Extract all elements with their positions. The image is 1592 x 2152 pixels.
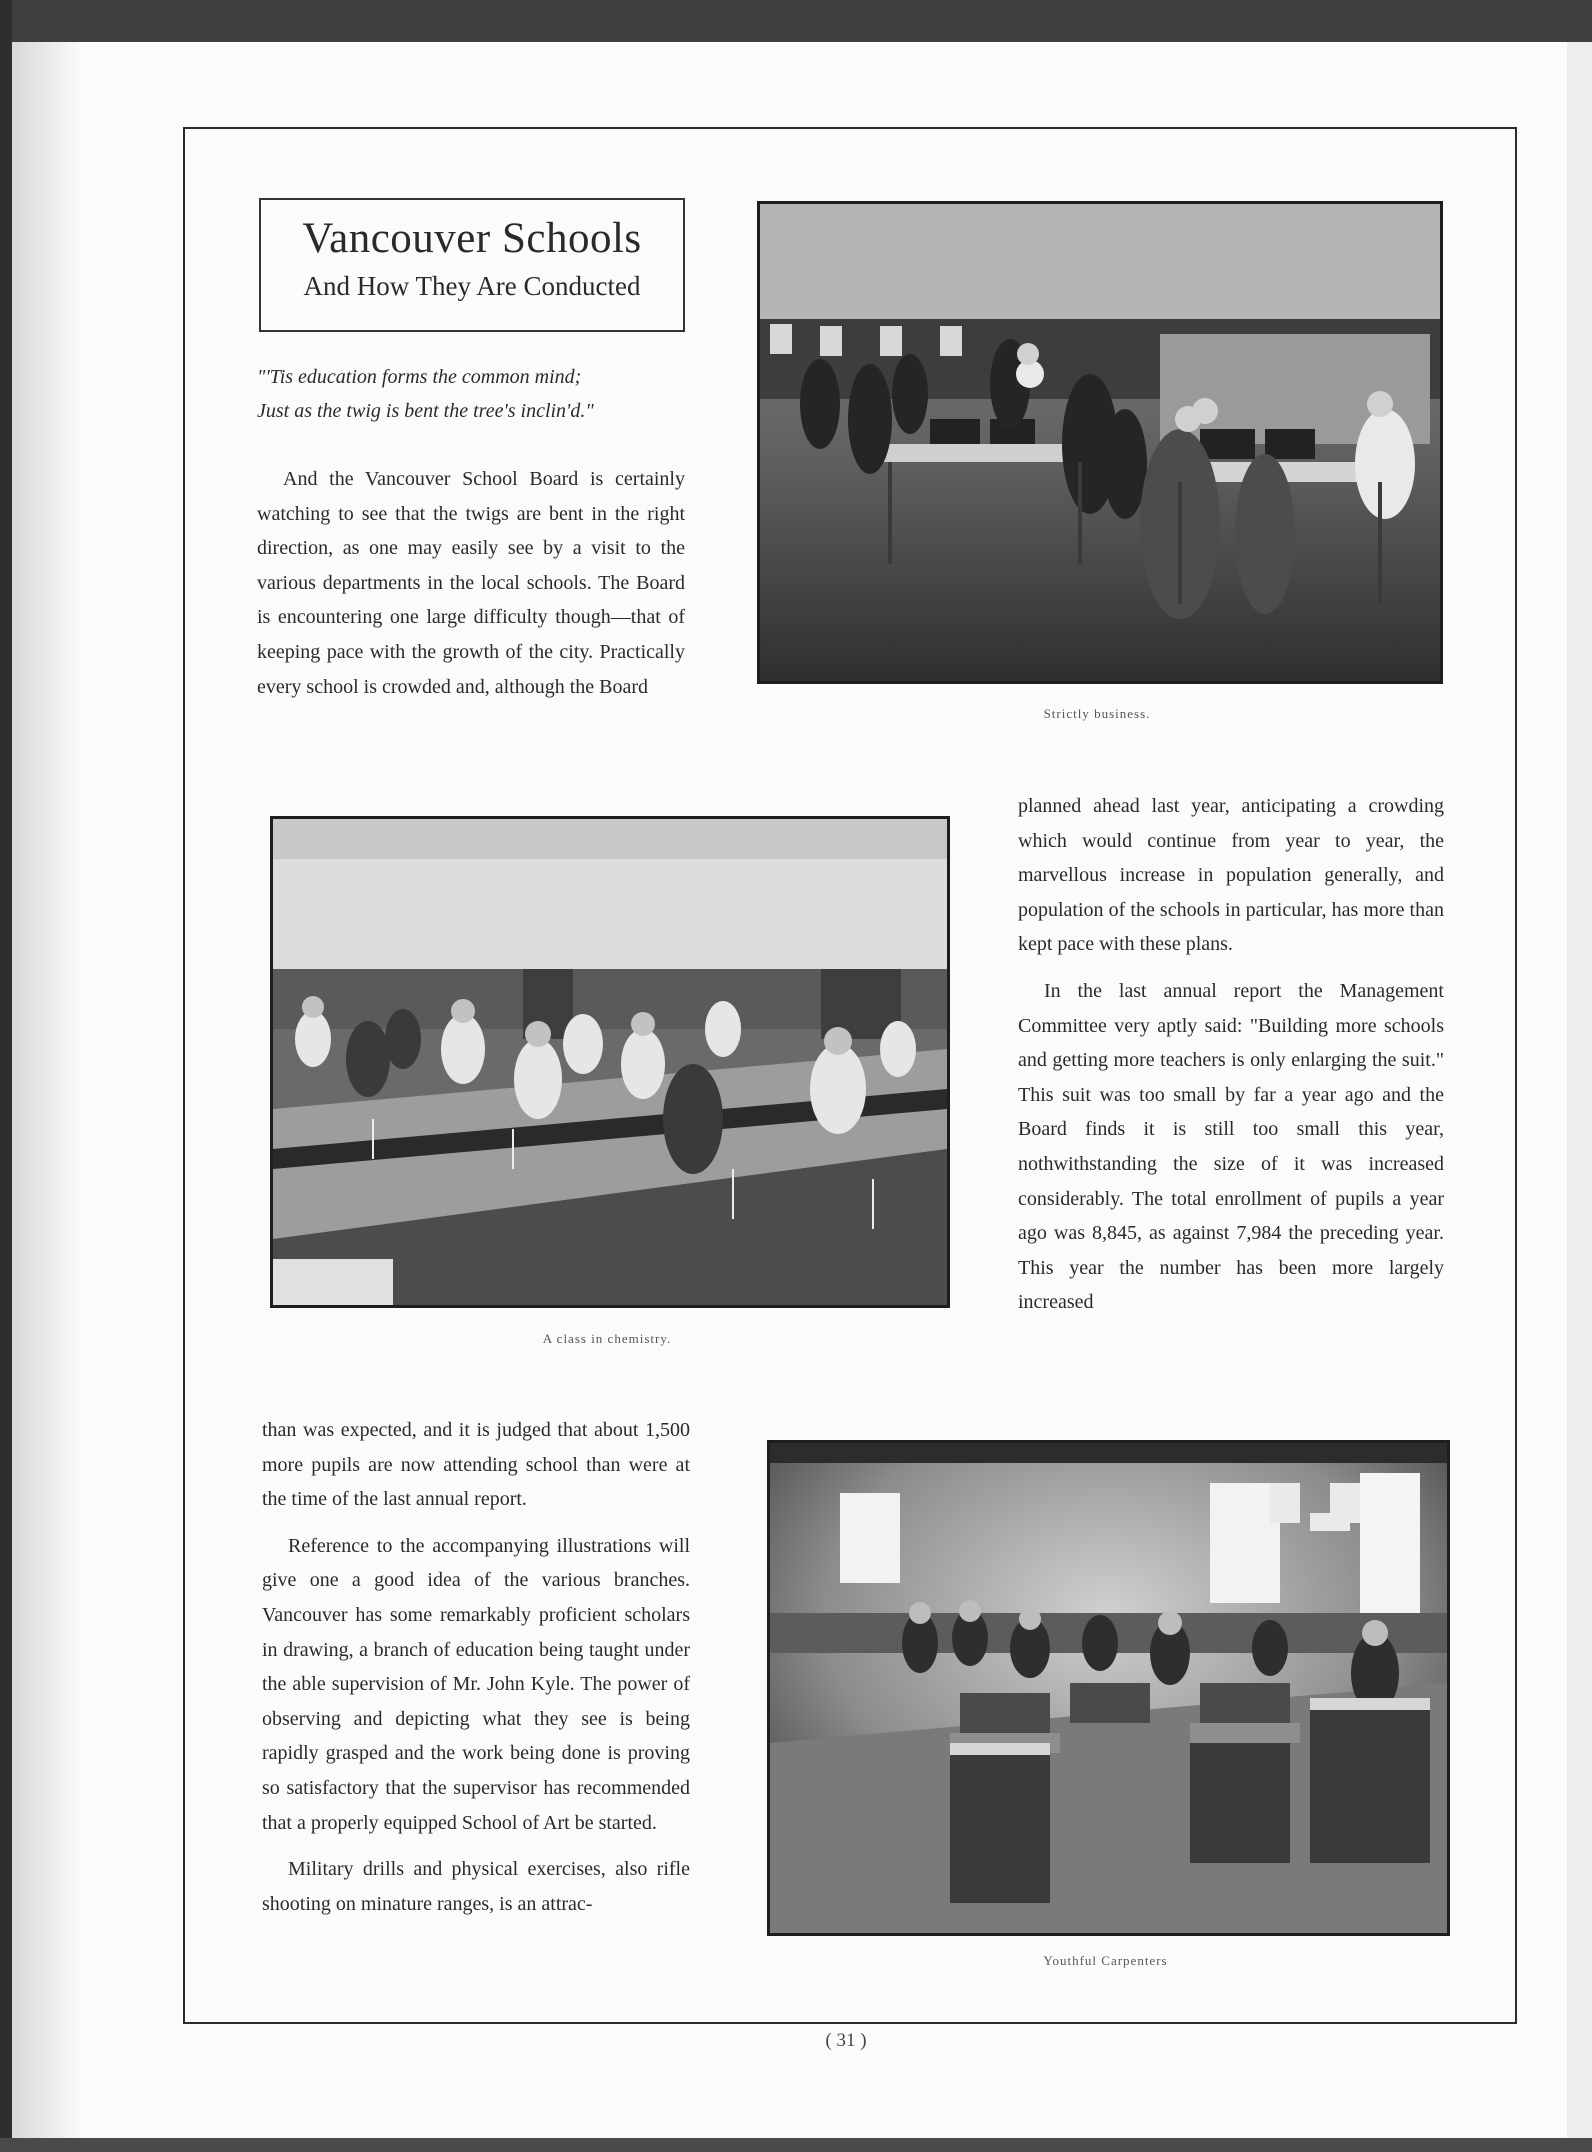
epigraph-line-2: Just as the twig is bent the tree's inclin'd.": [257, 400, 594, 422]
paragraph: than was expected, and it is judged that about 1,500 more pupils are now attending school than were at the time of the last annual report.: [262, 1419, 690, 1511]
paragraph: Military drills and physical exercises, also rifle shooting on minature ranges, is an attrac-: [262, 1858, 690, 1915]
article-column-3: [262, 1413, 690, 1921]
epigraph-line-1: "'Tis education forms the common mind;: [257, 366, 582, 388]
page-number: ( 31 ): [825, 2030, 867, 2051]
paragraph: And the Vancouver School Board is certainly watching to see that the twigs are bent in the right direction, as one may easily see by a visit to the various departments in the local schools. The Board is encountering one large difficulty though—that of keeping pace with the growth of the city. Practically every school is crowded and, although the Board: [257, 468, 685, 698]
title-box: [259, 198, 685, 332]
photo-strictly-business: [757, 201, 1443, 684]
paragraph: In the last annual report the Management Committee very aptly said: "Building more schools and getting more teachers is only enlarging the suit." This suit was too small by far a year ago and the Board finds it is still too small this year, nothwithstanding the size of it was increased considerably. The total enrollment of pupils a year ago was 8,845, as against 7,984 the preceding year. This year the number has been more largely increased: [1018, 979, 1444, 1314]
caption-youthful-carpenters: Youthful Carpenters: [1043, 1953, 1168, 1968]
paragraph: Reference to the accompanying illustrations will give one a good idea of the various branches. Vancouver has some remarkably proficient scholars in drawing, a branch of education being taught under the able supervision of Mr. John Kyle. The power of observing and depicting what they see is being rapidly grasped and the work being done is proving so satisfactory that the supervisor has recommended that a properly equipped School of Art be started.: [262, 1534, 690, 1834]
article-title: Vancouver Schools: [302, 215, 642, 262]
article-subtitle: And How They Are Conducted: [303, 271, 641, 301]
caption-chemistry-class: A class in chemistry.: [542, 1331, 672, 1346]
article-column-1: [257, 462, 685, 704]
caption-strictly-business: Strictly business.: [1043, 706, 1151, 721]
scan-border-top: [0, 0, 1592, 42]
photo-youthful-carpenters: [767, 1440, 1450, 1936]
article-column-2: [1018, 789, 1444, 1320]
page-gutter-shadow: [12, 42, 82, 2138]
scan-border-bottom: [0, 2138, 1592, 2152]
paragraph: planned ahead last year, anticipating a crowding which would continue from year to year, the marvellous increase in population generally, and population of the schools in particular, has more than kept pace with these plans.: [1018, 795, 1444, 956]
scan-border-left: [0, 0, 12, 2152]
photo-chemistry-class: [270, 816, 950, 1308]
